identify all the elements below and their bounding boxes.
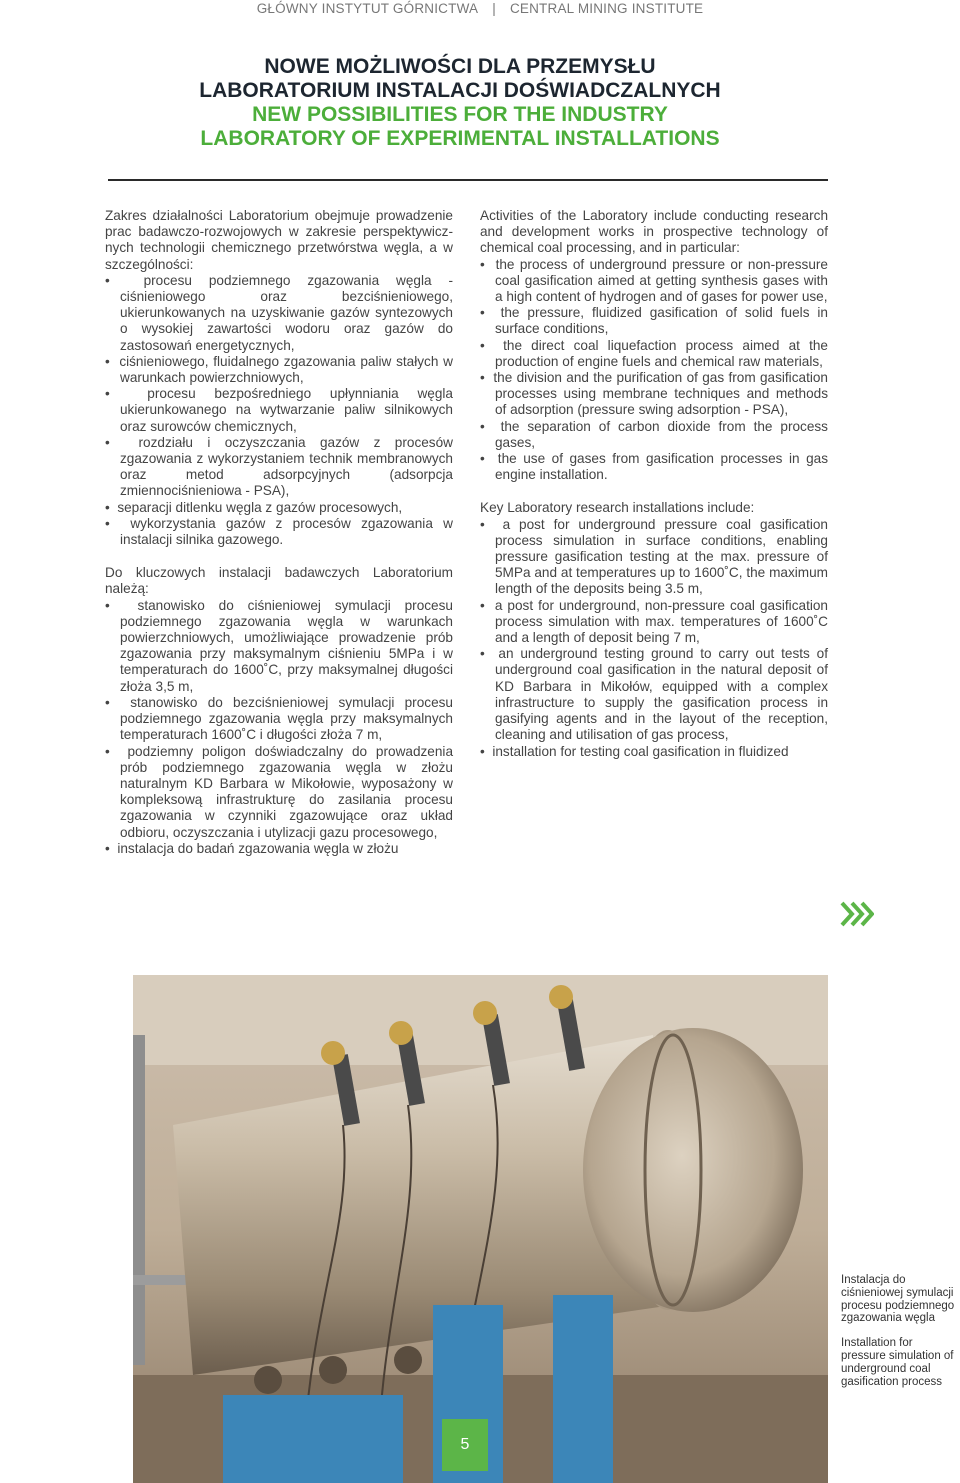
right-bullet-3: • the direct coal liquefaction process aimed at the production of engine fuels and chemical raw materials,: [480, 337, 828, 369]
left-bullet-3: • procesu bezpośredniego upłynniania węgla ukierunkowanego na wytwarzanie paliw silnikowych oraz surowców chemicznych,: [105, 386, 453, 434]
page-number: 5: [442, 1419, 488, 1471]
left-bullet-4: • rozdziału i oczyszczania gazów z procesów zgazowania z wykorzystaniem technik membranowych oraz metod adsorpcyjnych (adsorpcja zmiennociśnieniowa - PSA),: [105, 434, 453, 499]
caption-pl: Instalacja do ciśnieniowej symulacji procesu podziemnego zgazowania węgla: [841, 1274, 955, 1325]
title-pl-line1: NOWE MOŻLIWOŚCI DLA PRZEMYSŁU: [264, 55, 656, 78]
title-en-line1: NEW POSSIBILITIES FOR THE INDUSTRY: [252, 103, 668, 126]
right-intro2: Key Laboratory research installations include:: [480, 500, 755, 516]
left-intro: Zakres działalności Laboratorium obejmuje prowadzenie prac badawczo-rozwojowych w zakresie perspektywicz-nych technologii chemicznego przetwórstwa węgla, a w szczególności:: [105, 208, 453, 272]
right-bullet2-3: • an underground testing ground to carry out tests of underground coal gasification in the natural deposit of KD Barbara in Mikołów, equipped with a complex infrastructure to supply the gasification process in gasifying agents and in the layout of the reception, cleaning and utilisation of gas process,: [480, 646, 828, 743]
left-intro2: Do kluczowych instalacji badawczych Laboratorium należą:: [105, 565, 453, 597]
right-bullet-2: • the pressure, fluidized gasification of solid fuels in surface conditions,: [480, 305, 828, 337]
left-column: [105, 208, 453, 857]
title-pl-line2: LABORATORIUM INSTALACJI DOŚWIADCZALNYCH: [199, 79, 721, 102]
right-column: [480, 208, 828, 760]
right-bullet-6: • the use of gases from gasification processes in gas engine installation.: [480, 451, 828, 483]
left-bullet2-3: • podziemny poligon doświadczalny do prowadzenia prób podziemnego zgazowania węgla w złożu naturalnym KD Barbara w Mikołowie, wyposażony w kompleksową infrastrukturę do zasilania procesu zgazowania w czynniki zgazowujące oraz układ odbioru, oczyszczania i utylizacji gazu procesowego,: [105, 743, 453, 840]
left-bullet-2: • ciśnieniowego, fluidalnego zgazowania paliw stałych w warunkach powierzchniowych,: [105, 353, 453, 386]
title-divider: [108, 179, 828, 181]
right-intro: Activities of the Laboratory include conducting research and development works in prospective technology of chemical coal processing, and in particular:: [480, 208, 828, 256]
header-left: GŁÓWNY INSTYTUT GÓRNICTWA: [256, 1, 479, 16]
right-bullet2-4: • installation for testing coal gasification in fluidized: [480, 743, 789, 759]
right-bullet2-1: • a post for underground pressure coal gasification process simulation in surface conditions, enabling pressure gasification testing at the max. pressure of 5MPa and at temperatures up to 1600˚C, the maximum length of the deposits being 3.5 m,: [480, 516, 828, 597]
right-bullet-1: • the process of underground pressure or non-pressure coal gasification aimed at getting synthesis gases with a high content of hydrogen and of gases for power use,: [480, 256, 828, 305]
left-bullet2-4: • instalacja do badań zgazowania węgla w złożu: [105, 840, 399, 856]
left-bullet2-2: • stanowisko do bezciśnieniowej symulacji procesu podziemnego zgazowania węgla przy maksymalnych temperaturach 1600˚C i długości złoża 7 m,: [105, 694, 453, 743]
header-text: [0, 0, 960, 17]
double-chevron-right-icon: [840, 900, 874, 928]
right-bullet-4: • the division and the purification of gas from gasification processes using membrane techniques and methods of adsorption (pressure swing adsorption - PSA),: [480, 370, 828, 418]
left-bullet-1: • procesu podziemnego zgazowania węgla - ciśnieniowego oraz bezciśnieniowego, ukierunkowanych na uzyskiwanie gazów syntezowych o wysokiej zawartości wodoru oraz gazów do zastosowań energetycznych,: [105, 272, 453, 353]
header-bar: [0, 0, 960, 17]
title-en-line2: LABORATORY OF EXPERIMENTAL INSTALLATIONS: [200, 127, 720, 150]
left-bullet-6: • wykorzystania gazów z procesów zgazowania w instalacji silnika gazowego.: [105, 515, 453, 548]
left-bullet2-1: • stanowisko do ciśnieniowej symulacji procesu podziemnego zgazowania węgla w warunkach powierzchniowych, umożliwiające prowadzenie prób zgazowania przy maksymalnym ciśnieniu 5MPa i w temperaturach do 1600˚C, przy maksymalnej długości złoża 3,5 m,: [105, 597, 453, 694]
caption-en: Installation for pressure simulation of underground coal gasification process: [841, 1337, 954, 1388]
header-separator: |: [492, 1, 496, 16]
right-bullet-5: • the separation of carbon dioxide from the process gases,: [480, 418, 828, 450]
installation-photo: [133, 975, 828, 1483]
left-bullet-5: • separacji ditlenku węgla z gazów procesowych,: [105, 499, 403, 515]
right-bullet2-2: • a post for underground, non-pressure coal gasification process simulation with max. temperatures of 1600˚C and a length of deposit being 7 m,: [480, 597, 828, 646]
photo-caption: [841, 1274, 959, 1388]
header-right: CENTRAL MINING INSTITUTE: [509, 1, 704, 16]
